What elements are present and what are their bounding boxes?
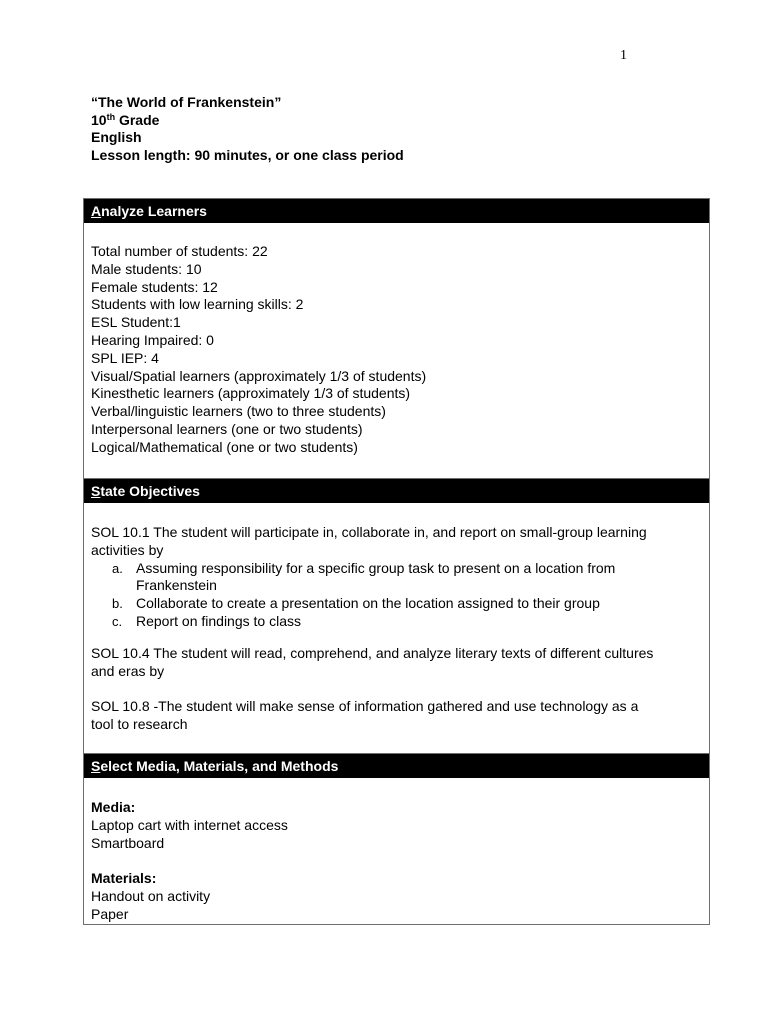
learner-line: Logical/Mathematical (one or two students) [91, 438, 358, 455]
lesson-title: “The World of Frankenstein” [91, 94, 282, 110]
media-content [91, 799, 701, 852]
learner-line: Visual/Spatial learners (approximately 1/3 of students) [91, 367, 427, 384]
learner-line: Verbal/linguistic learners (two to three students) [91, 403, 386, 420]
state-objectives-heading [84, 479, 709, 503]
heading-rest: elect Media, Materials, and Methods [100, 758, 339, 774]
lesson-plan-table [83, 198, 710, 925]
list-item-text: Frankenstein [136, 577, 217, 594]
learner-line: ESL Student:1 [91, 314, 181, 331]
objective-subitems [91, 560, 701, 631]
grade-word: Grade [118, 111, 160, 128]
list-marker: b. [112, 596, 123, 612]
learner-line: Female students: 12 [91, 278, 218, 295]
learner-line: Students with low learning skills: 2 [91, 296, 304, 313]
learners-list [91, 243, 701, 457]
media-item: Laptop cart with internet access [91, 816, 288, 833]
learner-line: Kinesthetic learners (approximately 1/3 of students) [91, 385, 411, 402]
list-marker: a. [112, 560, 123, 576]
sol-10-4: SOL 10.4 The student will read, comprehend, and analyze literary texts of different cultures [91, 645, 654, 661]
materials-content [91, 870, 701, 923]
heading-initial: S [91, 758, 101, 774]
analyze-learners-heading [84, 199, 709, 223]
page-number: 1 [620, 48, 627, 63]
lesson-length: Lesson length: 90 minutes, or one class period [91, 147, 404, 164]
list-item [91, 595, 701, 613]
heading-rest: nalyze Learners [101, 203, 207, 219]
list-item [91, 560, 701, 596]
sol-10-8: SOL 10.8 -The student will make sense of information gathered and use technology as a [91, 698, 639, 714]
list-marker: c. [112, 613, 123, 629]
lesson-header [91, 94, 404, 165]
list-item [91, 613, 701, 631]
learner-line: Interpersonal learners (one or two students) [91, 420, 363, 437]
materials-item: Paper [91, 905, 129, 922]
sol-10-4-paragraph [91, 645, 701, 681]
sol-10-1-cont: activities by [91, 541, 164, 558]
sol-10-8-paragraph [91, 698, 701, 734]
materials-label: Materials: [91, 870, 157, 886]
heading-initial: A [91, 203, 102, 219]
list-item-text: Report on findings to class [136, 612, 301, 629]
learner-line: Male students: 10 [91, 260, 202, 277]
select-media-heading [84, 754, 709, 778]
learner-line: SPL IEP: 4 [91, 349, 159, 366]
list-item-text: Collaborate to create a presentation on the location assigned to their group [136, 595, 600, 612]
grade-number: 10 [91, 111, 107, 128]
grade-line [91, 112, 404, 130]
learner-line: Total number of students: 22 [91, 243, 268, 259]
sol-10-1: SOL 10.1 The student will participate in, collaborate in, and report on small-group learning [91, 524, 647, 540]
media-label: Media: [91, 799, 136, 815]
heading-rest: tate Objectives [100, 483, 200, 499]
sol-10-4-cont: and eras by [91, 662, 165, 679]
list-item-text: Assuming responsibility for a specific group task to present on a location from [136, 559, 616, 576]
media-item: Smartboard [91, 834, 165, 851]
grade-suffix: th [106, 111, 116, 122]
materials-item: Handout on activity [91, 887, 211, 904]
subject: English [91, 129, 142, 146]
objectives-content [91, 524, 701, 631]
sol-10-8-cont: tool to research [91, 715, 188, 732]
heading-initial: S [91, 483, 101, 499]
learner-line: Hearing Impaired: 0 [91, 331, 214, 348]
